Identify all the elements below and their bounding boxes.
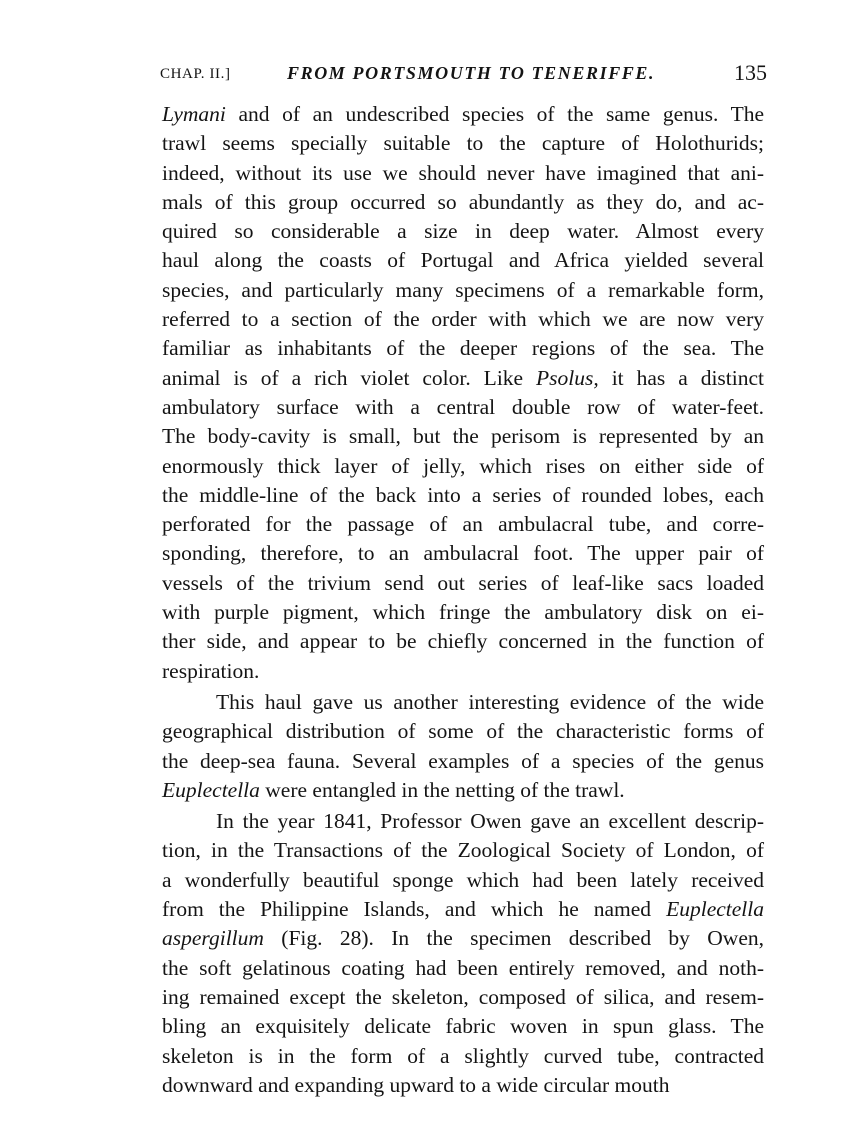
text-run: haul along the coasts of Portugal and Africa yielded several	[162, 248, 764, 273]
text-line	[162, 836, 764, 865]
text-run: referred to a section of the order with which we are now very	[162, 307, 764, 332]
text-line	[162, 747, 764, 776]
text-line	[162, 895, 764, 924]
italic-term: Lymani	[162, 102, 226, 126]
text-line	[162, 1071, 764, 1100]
text-run: The body-cavity is small, but the perisom is represented by an	[162, 424, 764, 449]
text-line	[162, 159, 764, 188]
paragraph	[162, 100, 764, 686]
text-line	[162, 129, 764, 158]
text-run: the middle-line of the back into a series of rounded lobes, each	[162, 482, 764, 507]
text-run: tion, in the Transactions of the Zoological Society of London, of	[162, 838, 764, 863]
text-run: perforated for the passage of an ambulacral tube, and corre-	[162, 512, 764, 537]
text-run: This haul gave us another interesting evidence of the wide	[216, 689, 764, 714]
chapter-label: CHAP. II.]	[160, 66, 231, 82]
text-line	[162, 1042, 764, 1071]
text-line	[162, 422, 764, 451]
page-number: 135	[734, 60, 767, 85]
text-run: with purple pigment, which fringe the ambulatory disk on ei-	[162, 600, 764, 625]
text-line	[162, 393, 764, 422]
text-line	[162, 866, 764, 895]
text-line	[162, 539, 764, 568]
text-run: (Fig. 28). In the specimen described by Owen,	[263, 926, 764, 951]
text-line	[162, 688, 764, 717]
text-line	[162, 627, 764, 656]
paragraph	[162, 688, 764, 805]
text-run: species, and particularly many specimens of a remarkable form,	[162, 277, 764, 302]
text-run: and of an undescribed species of the same genus. The	[225, 102, 764, 126]
text-run: skeleton is in the form of a slightly curved tube, contracted	[162, 1043, 764, 1068]
text-run: trawl seems specially suitable to the capture of Holothurids;	[162, 131, 764, 156]
text-run: respiration.	[162, 658, 260, 683]
text-line	[162, 246, 764, 275]
text-line	[162, 807, 764, 836]
text-line	[162, 657, 764, 686]
text-line	[162, 188, 764, 217]
text-run: downward and expanding upward to a wide circular mouth	[162, 1072, 670, 1097]
text-run: animal is of a rich violet color. Like	[162, 365, 537, 390]
text-line	[162, 924, 764, 953]
text-line	[162, 983, 764, 1012]
text-run: it has a distinct	[598, 365, 765, 390]
italic-term: Euplectella	[666, 897, 764, 922]
text-line	[162, 776, 764, 805]
text-run: mals of this group occurred so abundantly as they do, and ac-	[162, 189, 764, 214]
text-run: indeed, without its use we should never have imagined that ani-	[162, 160, 764, 185]
text-run: ing remained except the skeleton, composed of silica, and resem-	[162, 984, 764, 1009]
text-run: enormously thick layer of jelly, which rises on either side of	[162, 453, 764, 478]
running-title: FROM PORTSMOUTH TO TENERIFFE.	[287, 63, 656, 83]
text-line	[162, 569, 764, 598]
text-run: quired so considerable a size in deep water. Almost every	[162, 219, 764, 244]
body-text	[162, 100, 764, 1100]
text-run: geographical distribution of some of the characteristic forms of	[162, 719, 764, 744]
text-line	[162, 452, 764, 481]
text-run: from the Philippine Islands, and which he named	[162, 897, 667, 922]
italic-term: Psolus,	[536, 365, 599, 390]
text-line	[162, 305, 764, 334]
text-line	[162, 717, 764, 746]
text-run: the deep-sea fauna. Several examples of a species of the genus	[162, 748, 764, 773]
text-line	[162, 598, 764, 627]
text-line	[162, 510, 764, 539]
text-line	[162, 217, 764, 246]
running-header	[160, 60, 767, 92]
text-run: the soft gelatinous coating had been entirely removed, and noth-	[162, 955, 764, 980]
text-line	[162, 100, 764, 129]
text-run: ambulatory surface with a central double row of water-feet.	[162, 394, 764, 419]
text-run: bling an exquisitely delicate fabric woven in spun glass. The	[162, 1014, 764, 1039]
text-run: vessels of the trivium send out series of leaf-like sacs loaded	[162, 570, 764, 595]
text-run: sponding, therefore, to an ambulacral foot. The upper pair of	[162, 541, 764, 566]
text-run: were entangled in the netting of the trawl.	[259, 777, 625, 802]
text-line	[162, 364, 764, 393]
text-line	[162, 1012, 764, 1041]
italic-term: aspergillum	[162, 926, 264, 951]
text-run: ther side, and appear to be chiefly concerned in the function of	[162, 629, 764, 654]
text-line	[162, 954, 764, 983]
text-line	[162, 334, 764, 363]
text-run: In the year 1841, Professor Owen gave an excellent descrip-	[216, 809, 764, 834]
text-line	[162, 276, 764, 305]
text-line	[162, 481, 764, 510]
text-run: a wonderfully beautiful sponge which had been lately received	[162, 867, 764, 892]
italic-term: Euplectella	[162, 777, 260, 802]
text-run: familiar as inhabitants of the deeper regions of the sea. The	[162, 336, 764, 361]
paragraph	[162, 807, 764, 1100]
